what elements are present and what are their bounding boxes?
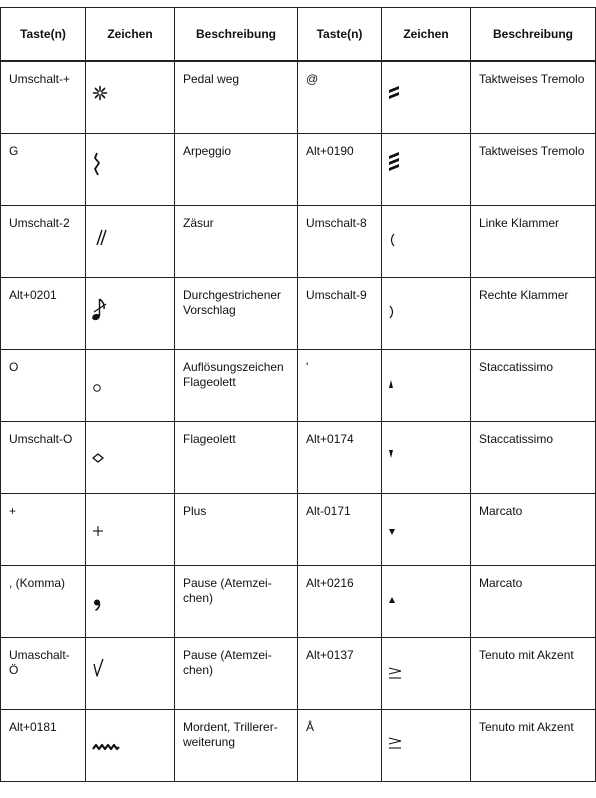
symbol-cell (86, 710, 175, 782)
description-cell (175, 350, 298, 422)
description-cell (471, 278, 596, 350)
key-text: Umschalt-+ (9, 72, 71, 86)
staccatissimo-down-icon (388, 449, 394, 459)
header-row (1, 8, 596, 62)
key-cell (1, 206, 86, 278)
table-row (1, 350, 596, 422)
breath-mark-tick-icon (92, 658, 104, 678)
description-cell (471, 710, 596, 782)
breath-mark-comma-icon (93, 598, 101, 612)
key-text: Alt-0171 (306, 504, 351, 518)
marcato-up-icon (388, 596, 396, 604)
key-cell (1, 422, 86, 494)
header-description-2: Beschreibung (471, 8, 596, 62)
key-cell (298, 422, 382, 494)
pedal-release-icon (92, 85, 108, 101)
description-text: Staccatissimo (479, 360, 554, 374)
description-text: Flageolett (183, 432, 236, 446)
left-parenthesis-icon (388, 233, 396, 247)
symbol-cell (382, 134, 471, 206)
description-cell (471, 134, 596, 206)
description-cell (175, 638, 298, 710)
key-cell (298, 134, 382, 206)
grace-note-icon (91, 296, 109, 322)
key-cell (298, 710, 382, 782)
key-text: , (Komma) (9, 576, 66, 590)
key-cell (1, 638, 86, 710)
table-row (1, 710, 596, 782)
symbol-cell (86, 61, 175, 134)
description-text: Zäsur (183, 216, 214, 230)
description-text: Staccatissimo (479, 432, 554, 446)
symbol-cell (382, 422, 471, 494)
description-text: Durchgestrichener Vorschlag (183, 288, 282, 317)
description-text: Taktweises Tremolo (479, 72, 585, 86)
key-text: Alt+0190 (306, 144, 354, 158)
description-cell (471, 422, 596, 494)
key-text: Alt+0174 (306, 432, 354, 446)
description-text: Pause (Atemzei- chen) (183, 648, 272, 677)
symbol-cell (86, 638, 175, 710)
description-cell (175, 134, 298, 206)
right-parenthesis-icon (388, 305, 396, 319)
key-text: Umschalt-2 (9, 216, 70, 230)
header-description-1: Beschreibung (175, 8, 298, 62)
key-cell (1, 710, 86, 782)
key-cell (298, 206, 382, 278)
header-symbol-1: Zeichen (86, 8, 175, 62)
plus-icon (92, 525, 104, 537)
key-cell (1, 61, 86, 134)
key-text: + (9, 504, 17, 518)
description-cell (471, 61, 596, 134)
key-cell (1, 350, 86, 422)
description-cell (175, 422, 298, 494)
symbol-cell (86, 278, 175, 350)
key-text: O (9, 360, 19, 374)
key-cell (298, 638, 382, 710)
description-cell (175, 566, 298, 638)
symbol-cell (86, 134, 175, 206)
description-cell (471, 638, 596, 710)
key-cell (298, 494, 382, 566)
key-cell (1, 278, 86, 350)
key-text: Umschalt-9 (306, 288, 367, 302)
key-cell (1, 566, 86, 638)
header-symbol-2: Zeichen (382, 8, 471, 62)
table-row (1, 278, 596, 350)
marcato-down-icon (388, 528, 396, 536)
description-cell (175, 278, 298, 350)
table-row (1, 494, 596, 566)
description-text: Tenuto mit Akzent (479, 648, 574, 662)
mordent-trill-icon (92, 742, 120, 752)
key-text: Å (306, 720, 315, 734)
description-cell (471, 566, 596, 638)
description-cell (471, 350, 596, 422)
tenuto-accent-under-icon (388, 736, 402, 750)
key-cell (1, 134, 86, 206)
description-text: Arpeggio (183, 144, 232, 158)
description-text: Marcato (479, 576, 523, 590)
description-cell (175, 710, 298, 782)
description-cell (175, 206, 298, 278)
description-text: Tenuto mit Akzent (479, 720, 574, 734)
header-key-1: Taste(n) (1, 8, 86, 62)
staccatissimo-up-icon (388, 379, 394, 389)
description-text: Plus (183, 504, 207, 518)
harmonic-circle-icon (92, 383, 102, 393)
description-text: Pause (Atemzei- chen) (183, 576, 272, 605)
key-text: @ (306, 72, 319, 86)
key-cell (298, 61, 382, 134)
table-row (1, 422, 596, 494)
symbol-cell (86, 422, 175, 494)
header-key-2: Taste(n) (298, 8, 382, 62)
description-text: Rechte Klammer (479, 288, 569, 302)
symbol-cell (86, 566, 175, 638)
tremolo-two-strokes-icon (388, 84, 400, 100)
key-cell (1, 494, 86, 566)
key-cell (298, 566, 382, 638)
arpeggio-icon (92, 152, 102, 176)
description-cell (471, 206, 596, 278)
key-cell (298, 278, 382, 350)
symbol-cell (86, 494, 175, 566)
key-text: Alt+0216 (306, 576, 354, 590)
symbol-cell (382, 350, 471, 422)
description-cell (175, 61, 298, 134)
key-cell (298, 350, 382, 422)
shortcut-table (0, 7, 596, 782)
caesura-icon (92, 228, 108, 246)
description-text: Mordent, Trillerer- weiterung (183, 720, 278, 749)
symbol-cell (382, 494, 471, 566)
description-cell (175, 494, 298, 566)
tremolo-three-strokes-icon (388, 150, 400, 172)
symbol-cell (382, 710, 471, 782)
description-text: Marcato (479, 504, 523, 518)
key-text: Alt+0181 (9, 720, 57, 734)
table-row (1, 566, 596, 638)
description-text: Pedal weg (183, 72, 240, 86)
key-text: Umschalt-O (9, 432, 73, 446)
symbol-cell (382, 61, 471, 134)
description-text: Linke Klammer (479, 216, 560, 230)
harmonic-diamond-icon (92, 453, 104, 463)
key-text: ' (306, 360, 309, 374)
key-text: G (9, 144, 19, 158)
table-row (1, 206, 596, 278)
symbol-cell (382, 638, 471, 710)
symbol-cell (382, 206, 471, 278)
symbol-cell (382, 278, 471, 350)
table-row (1, 61, 596, 134)
table-row (1, 638, 596, 710)
tenuto-accent-over-icon (388, 666, 402, 680)
key-text: Umaschalt- Ö (9, 648, 70, 677)
symbol-cell (382, 566, 471, 638)
key-text: Umschalt-8 (306, 216, 367, 230)
description-text: Taktweises Tremolo (479, 144, 585, 158)
symbol-cell (86, 206, 175, 278)
table-row (1, 134, 596, 206)
description-text: Auflösungszeichen Flageolett (183, 360, 284, 389)
description-cell (471, 494, 596, 566)
symbol-cell (86, 350, 175, 422)
key-text: Alt+0201 (9, 288, 57, 302)
key-text: Alt+0137 (306, 648, 354, 662)
